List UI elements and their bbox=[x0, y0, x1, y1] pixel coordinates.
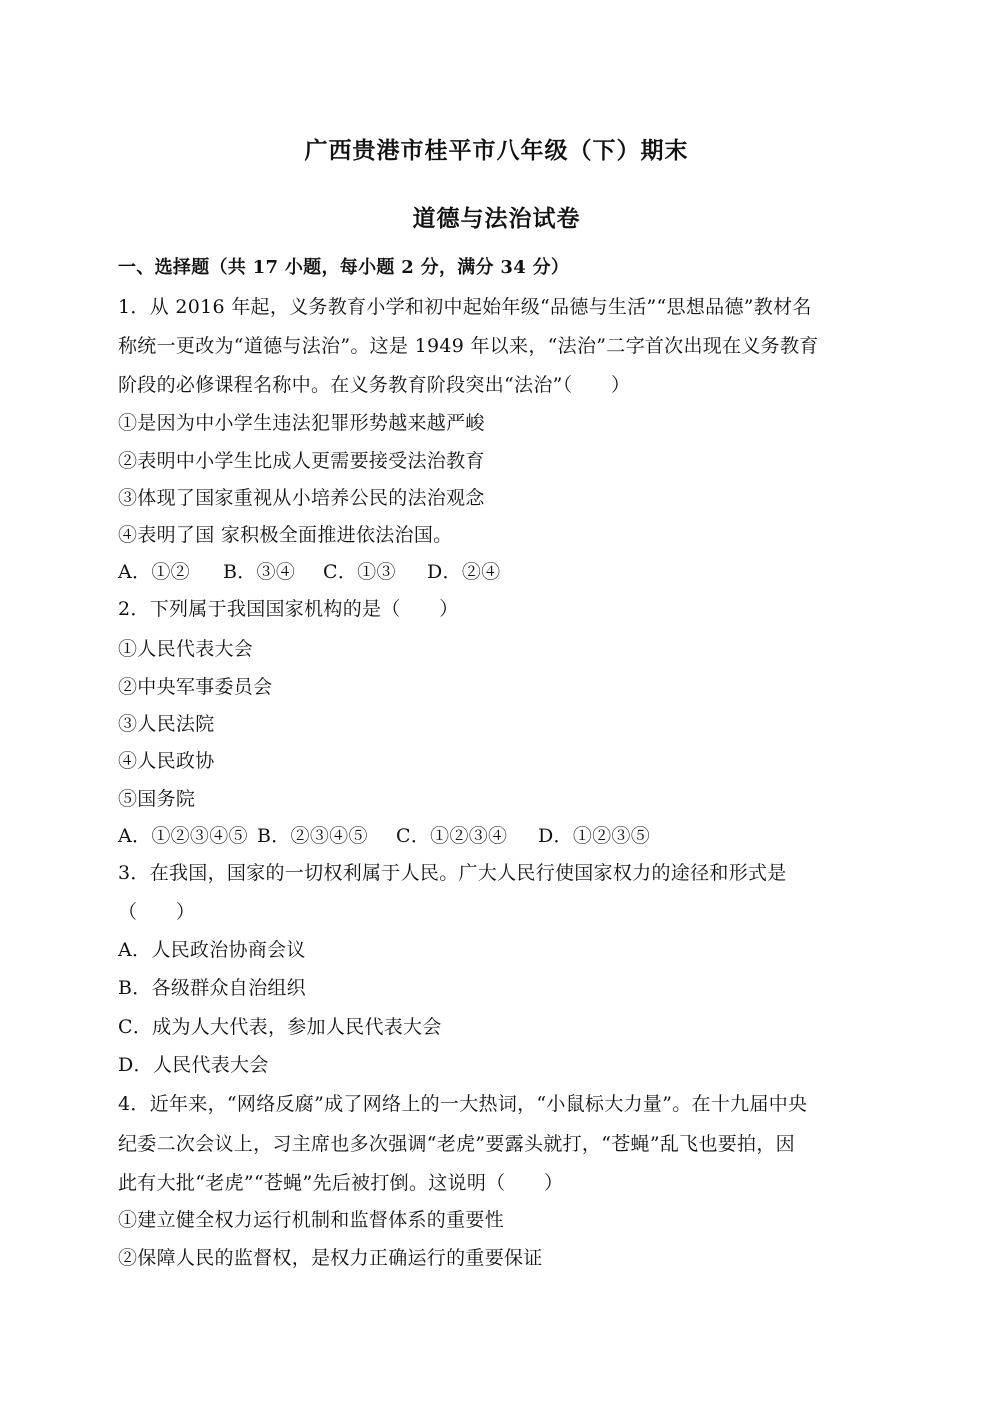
q1-option-d[interactable]: D．②④ bbox=[427, 561, 501, 583]
q1-item-3: ③体现了国家重视从小培养公民的法治观念 bbox=[118, 487, 485, 509]
q2-option-d[interactable]: D．①②③⑤ bbox=[538, 825, 651, 847]
q1-option-c[interactable]: C．①③ bbox=[323, 561, 396, 583]
q4-stem-line2: 纪委二次会议上，习主席也多次强调“老虎”要露头就打，“苍蝇”乱飞也要拍，因 bbox=[118, 1133, 795, 1155]
q2-option-a[interactable]: A．①②③④⑤ bbox=[118, 825, 248, 847]
q1-stem-line2: 称统一更改为“道德与法治”。这是 1949 年以来，“法治”二字首次出现在义务教育 bbox=[118, 335, 819, 357]
q4-item-1: ①建立健全权力运行机制和监督体系的重要性 bbox=[118, 1209, 505, 1231]
q1-stem-line3: 阶段的必修课程名称中。在义务教育阶段突出“法治”（ ） bbox=[118, 374, 631, 396]
q2-stem: 2．下列属于我国国家机构的是（ ） bbox=[118, 598, 459, 620]
q3-stem-line2: （ ） bbox=[118, 901, 196, 923]
q3-choice-d[interactable]: D．人民代表大会 bbox=[118, 1054, 269, 1076]
q1-option-b[interactable]: B．③④ bbox=[223, 561, 296, 583]
section-heading: 一、选择题（共 17 小题，每小题 2 分，满分 34 分） bbox=[118, 257, 570, 278]
q1-stem-line1: 1．从 2016 年起，义务教育小学和初中起始年级“品德与生活”“思想品德”教材名 bbox=[118, 296, 812, 318]
q1-options bbox=[118, 557, 878, 584]
q2-item-4: ④人民政协 bbox=[118, 750, 215, 772]
q2-option-c[interactable]: C．①②③④ bbox=[396, 825, 508, 847]
q2-item-5: ⑤国务院 bbox=[118, 788, 196, 810]
q1-item-2: ②表明中小学生比成人更需要接受法治教育 bbox=[118, 450, 485, 472]
q1-item-4: ④表明了国 家积极全面推进依法治国。 bbox=[118, 524, 453, 546]
exam-title-line2: 道德与法治试卷 bbox=[412, 205, 581, 232]
q4-stem-line1: 4．近年来，“网络反腐”成了网络上的一大热词，“小鼠标大力量”。在十九届中央 bbox=[118, 1093, 808, 1115]
q3-stem-line1: 3．在我国，国家的一切权利属于人民。广大人民行使国家权力的途径和形式是 bbox=[118, 862, 787, 884]
q3-choice-b[interactable]: B．各级群众自治组织 bbox=[118, 977, 306, 999]
q2-options bbox=[118, 821, 878, 848]
q1-option-a[interactable]: A．①② bbox=[118, 561, 190, 583]
q2-item-3: ③人民法院 bbox=[118, 713, 215, 735]
q2-item-1: ①人民代表大会 bbox=[118, 638, 254, 660]
q4-item-2: ②保障人民的监督权，是权力正确运行的重要保证 bbox=[118, 1247, 543, 1269]
q3-choice-a[interactable]: A．人民政治协商会议 bbox=[118, 939, 306, 961]
q2-item-2: ②中央军事委员会 bbox=[118, 676, 273, 698]
q2-option-b[interactable]: B．②③④⑤ bbox=[257, 825, 368, 847]
q3-choice-c[interactable]: C．成为人大代表，参加人民代表大会 bbox=[118, 1016, 442, 1038]
q1-item-1: ①是因为中小学生违法犯罪形势越来越严峻 bbox=[118, 412, 485, 434]
q4-stem-line3: 此有大批“老虎”“苍蝇”先后被打倒。这说明（ ） bbox=[118, 1172, 564, 1194]
exam-title-line1: 广西贵港市桂平市八年级（下）期末 bbox=[304, 137, 689, 164]
